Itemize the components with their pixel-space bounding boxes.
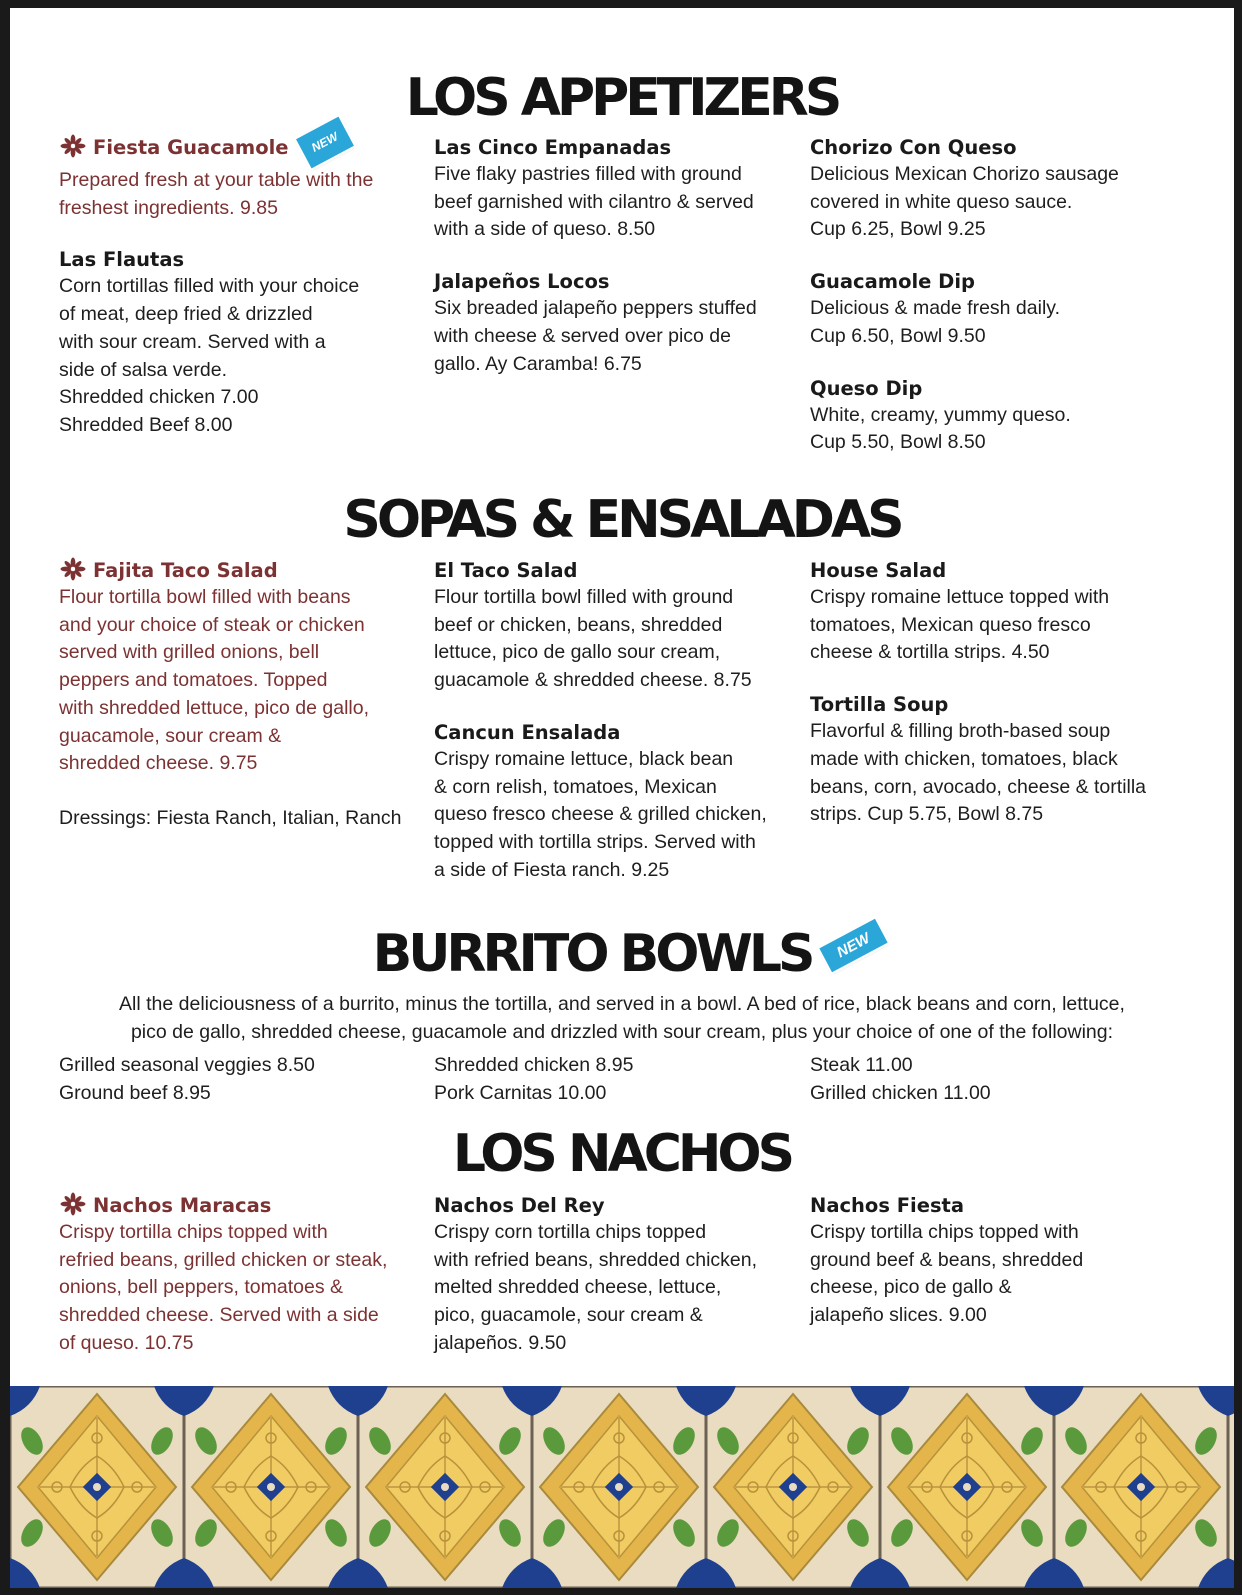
item-name: El Taco Salad	[434, 559, 578, 582]
menu-item	[434, 1192, 794, 1358]
item-name: Las Cinco Empanadas	[434, 136, 672, 159]
appetizers-col-2	[434, 134, 794, 402]
menu-item	[434, 557, 794, 695]
nachos-col-2	[434, 1192, 794, 1382]
sopas-col-3	[810, 557, 1170, 853]
item-name: Nachos Del Rey	[434, 1194, 605, 1217]
talavera-tile-pattern	[10, 1386, 1234, 1588]
item-description: Prepared fresh at your table with the freshest ingredients. 9.85	[59, 169, 374, 219]
menu-item	[810, 557, 1170, 667]
menu-item	[59, 557, 419, 778]
item-name: Jalapeños Locos	[434, 270, 610, 294]
item-description: Six breaded jalapeño peppers stuffed with cheese & served over pico de gallo. Ay Caramba! 6.75	[434, 297, 757, 375]
sopas-col-2	[434, 557, 794, 908]
menu-item	[810, 691, 1170, 829]
item-description: Delicious Mexican Chorizo sausage covered in white queso sauce. Cup 6.25, Bowl 9.25	[810, 163, 1119, 241]
flower-icon	[59, 557, 87, 581]
item-description: White, creamy, yummy queso. Cup 5.50, Bowl 8.50	[810, 403, 1071, 454]
item-name: Guacamole Dip	[810, 270, 976, 294]
burrito-options-col-2	[434, 1052, 794, 1107]
item-name: Tortilla Soup	[810, 693, 949, 717]
menu-item	[59, 1192, 419, 1358]
item-description: Crispy romaine lettuce topped with tomatoes, Mexican queso fresco cheese & tortilla strips. 4.50	[810, 586, 1110, 664]
item-description: Crispy tortilla chips topped with ground beef & beans, shredded cheese, pico de gallo & jalapeño slices. 9.00	[810, 1221, 1084, 1327]
item-name: Fiesta Guacamole	[93, 136, 289, 159]
menu-item	[810, 268, 1170, 350]
item-description: Corn tortillas filled with your choice of meat, deep fried & drizzled with sour cream. Served with a side of salsa verde. Shredded chicken 7.00 Shredded Beef 8.00	[59, 275, 360, 436]
item-description: Five flaky pastries filled with ground beef garnished with cilantro & served with a side of queso. 8.50	[434, 163, 754, 241]
option-item: Grilled chicken 11.00	[810, 1081, 991, 1104]
new-badge: NEW	[296, 117, 354, 169]
item-description: Crispy tortilla chips topped with refried beans, grilled chicken or steak, onions, bell peppers, tomatoes & shredded cheese. Served with a side of queso. 10.75	[59, 1221, 388, 1354]
burrito-intro: All the deliciousness of a burrito, minus the tortilla, and served in a bowl. A bed of rice, black beans and corn, lettuce, pico de gallo, shredded cheese, guacamole and drizzled with sour cream, plus your choice of one of the following:	[119, 993, 1125, 1043]
item-name: House Salad	[810, 559, 947, 582]
option-item: Steak 11.00	[810, 1054, 913, 1076]
item-name: Fajita Taco Salad	[93, 559, 278, 582]
dressings-note: Dressings: Fiesta Ranch, Italian, Ranch	[59, 806, 402, 829]
item-description: Flour tortilla bowl filled with beans and your choice of steak or chicken served with grilled onions, bell peppers and tomatoes. Topped with shredded lettuce, pico de gallo, guacamole, sour cream & shredded cheese. 9.75	[59, 586, 370, 775]
item-name: Cancun Ensalada	[434, 720, 621, 744]
item-name: Queso Dip	[810, 376, 923, 400]
menu-item	[810, 1192, 1170, 1330]
item-description: Flavorful & filling broth-based soup made with chicken, tomatoes, black beans, corn, avocado, cheese & tortilla strips. Cup 5.75, Bowl 8.75	[810, 720, 1147, 826]
option-item: Ground beef 8.95	[59, 1081, 211, 1104]
menu-item	[434, 719, 794, 885]
menu-item	[59, 129, 419, 222]
flower-icon	[59, 134, 87, 158]
burrito-options-col-3	[810, 1052, 1170, 1107]
nachos-col-1	[59, 1192, 419, 1382]
appetizers-col-3	[810, 134, 1170, 481]
sopas-title: SOPAS & ENSALADAS	[343, 490, 901, 550]
sopas-col-1	[59, 557, 419, 857]
item-name: Nachos Maracas	[93, 1194, 272, 1217]
item-description: Delicious & made fresh daily. Cup 6.50, Bowl 9.50	[810, 297, 1060, 347]
option-item: Shredded chicken 8.95	[434, 1054, 634, 1076]
menu-item	[434, 268, 794, 378]
menu-page	[10, 8, 1234, 1588]
burrito-title: BURRITO BOWLS	[372, 924, 812, 984]
menu-item	[434, 134, 794, 244]
item-name: Nachos Fiesta	[810, 1194, 965, 1217]
new-badge: NEW	[819, 919, 887, 972]
option-item: Grilled seasonal veggies 8.50	[59, 1054, 315, 1076]
option-item: Pork Carnitas 10.00	[434, 1081, 607, 1104]
nachos-title: LOS NACHOS	[452, 1124, 792, 1184]
menu-item	[810, 134, 1170, 244]
appetizers-title: LOS APPETIZERS	[405, 68, 839, 128]
tile-border	[10, 1386, 1234, 1588]
item-description: Crispy corn tortilla chips topped with refried beans, shredded chicken, melted shredded cheese, lettuce, pico, guacamole, sour cream & jalapeños. 9.50	[434, 1221, 758, 1354]
item-name: Las Flautas	[59, 248, 185, 272]
appetizers-col-1	[59, 129, 419, 464]
menu-item	[810, 375, 1170, 457]
item-description: Crispy romaine lettuce, black bean & corn relish, tomatoes, Mexican queso fresco cheese & grilled chicken, topped with tortilla strips. Served with a side of Fiesta ranch. 9.25	[434, 747, 767, 881]
item-name: Chorizo Con Queso	[810, 136, 1017, 159]
nachos-col-3	[810, 1192, 1170, 1354]
flower-icon	[59, 1192, 87, 1216]
item-description: Flour tortilla bowl filled with ground beef or chicken, beans, shredded lettuce, pico de gallo sour cream, guacamole & shredded cheese. 8.75	[434, 586, 752, 692]
menu-item	[59, 246, 419, 439]
burrito-options-col-1	[59, 1052, 419, 1107]
